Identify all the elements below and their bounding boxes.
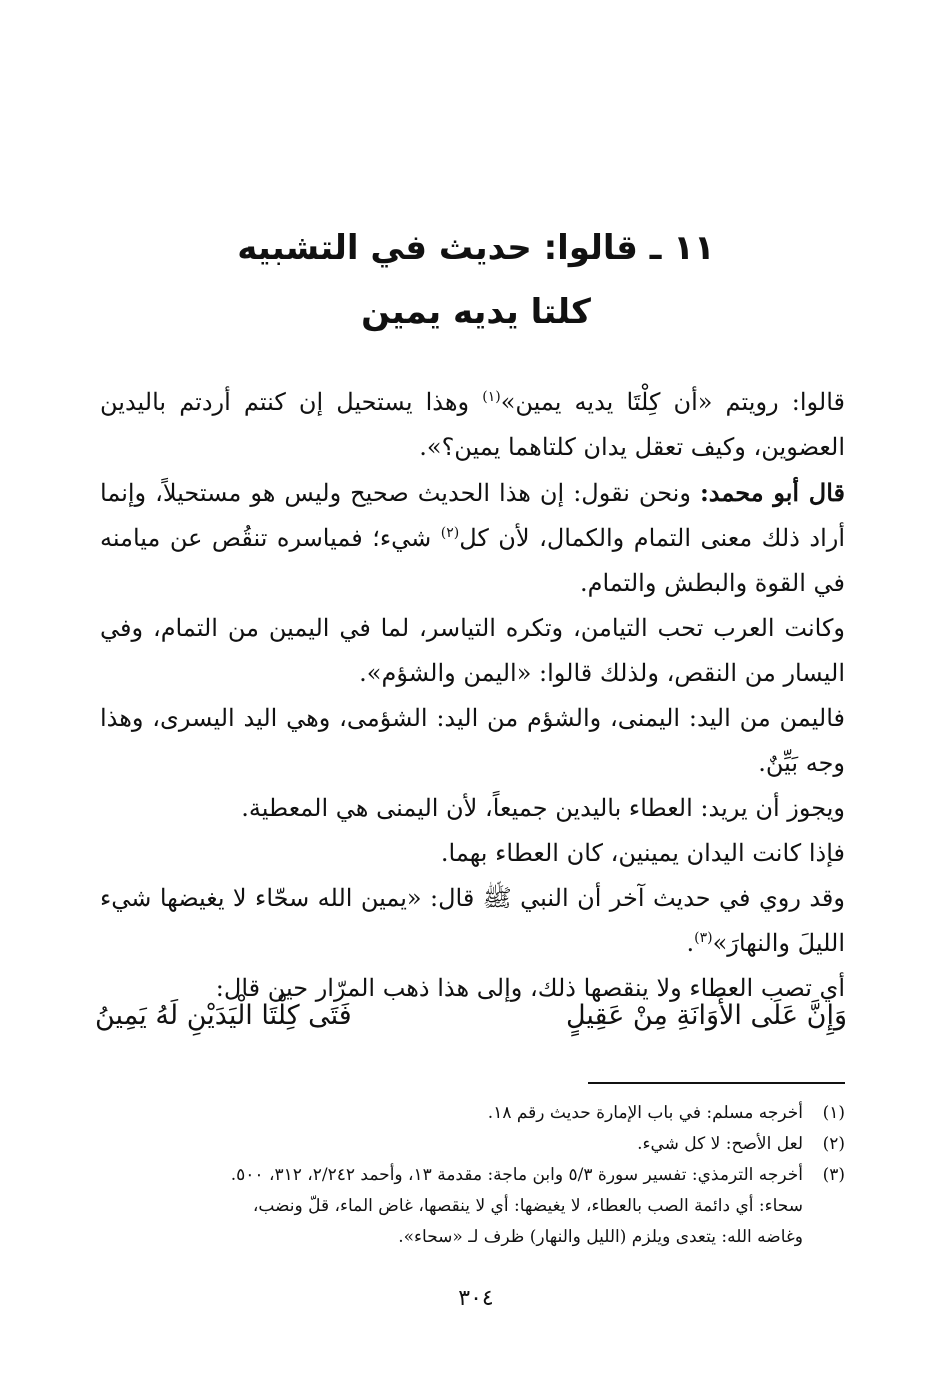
paragraph-7-text-b: . [686, 929, 695, 957]
footnote-ref-1: (١) [482, 389, 501, 405]
paragraph-8: أي تصب العطاء ولا ينقصها ذلك، وإلى هذا ذهب المرّار حين قال: [215, 974, 845, 1002]
footnote-3 [100, 1160, 845, 1191]
paragraph-2-text-b: شيء؛ فمياسره تنقُص عن ميامنه في القوة والبطش والتمام. [100, 524, 845, 597]
paragraph-6: فإذا كانت اليدان يمينين، كان العطاء بهما. [440, 839, 845, 867]
footnote-3-continuation-2: وغاضه الله: يتعدى ويلزم (الليل والنهار) ظرف لـ «سحاء». [398, 1227, 803, 1247]
footnote-text: أخرجه مسلم: في باب الإمارة حديث رقم ١٨. [487, 1103, 803, 1123]
speaker-label: قال أبو محمد: [699, 478, 845, 507]
paragraph-7-text-a: وقد روي في حديث آخر أن النبي ﷺ قال: «يمين الله سحّاء لا يغيضها شيء الليلَ والنهارَ» [100, 884, 845, 957]
paragraph-1 [100, 380, 845, 470]
footnote-separator [588, 1082, 845, 1084]
footnote-text: لعل الأصح: لا كل شيء. [637, 1134, 803, 1154]
paragraph-4: فاليمن من اليد: اليمنى، والشؤم من اليد: الشؤمى، وهي اليد اليسرى، وهذا وجه بَيِّنٌ. [100, 704, 845, 777]
footnote-1 [100, 1098, 845, 1129]
footnotes [100, 1098, 845, 1253]
paragraph-7 [100, 876, 845, 966]
poetry-verse [95, 1000, 847, 1050]
footnote-ref-3: (٣) [694, 930, 713, 946]
chapter-title: ١١ ـ قالوا: حديث في التشبيه [237, 228, 715, 268]
main-text [100, 380, 845, 1011]
footnote-ref-2: (٢) [440, 525, 460, 541]
paragraph-2 [100, 470, 845, 606]
footnote-text: أخرجه الترمذي: تفسير سورة ٥/٣ وابن ماجة: مقدمة ١٣، وأحمد ٢/٢٤٢، ٣١٢، ٥٠٠. [230, 1165, 803, 1185]
verse-second-hemistich: فَتَى كِلْتَا الْيَدَيْنِ لَهُ يَمِينُ [95, 1000, 352, 1031]
page-number: ٣٠٤ [458, 1286, 494, 1311]
paragraph-1-text-a: قالوا: رويتم «أن كِلْتَا يديه يمين» [500, 388, 845, 416]
footnote-number: (٣) [822, 1165, 845, 1185]
footnote-3-continuation-1: سحاء: أي دائمة الصب بالعطاء، لا يغيضها: أي لا ينقصها، غاض الماء، قلّ ونضب، [252, 1196, 803, 1216]
paragraph-3: وكانت العرب تحب التيامن، وتكره التياسر، لما في اليمين من التمام، وفي اليسار من النقص، ولذلك قالوا: «اليمن والشؤم». [100, 614, 845, 687]
paragraph-5: ويجوز أن يريد: العطاء باليدين جميعاً، لأن اليمنى هي المعطية. [241, 794, 845, 822]
paragraph-1-text-b: وهذا يستحيل إن كنتم أردتم باليدين العضوين، وكيف تعقل يدان كلتاهما يمين؟». [100, 388, 845, 461]
footnote-number: (١) [822, 1103, 845, 1123]
paragraph-2-text-a: ونحن نقول: إن هذا الحديث صحيح وليس هو مستحيلاً، وإنما أراد ذلك معنى التمام والكمال، لأن كل [100, 479, 845, 552]
chapter-subtitle: كلتا يديه يمين [361, 292, 591, 332]
verse-first-hemistich: وَإِنَّ عَلَى الأَوَانَةِ مِنْ عَقِيلٍ [565, 1000, 847, 1031]
footnote-number: (٢) [822, 1134, 845, 1154]
footnote-2 [100, 1129, 845, 1160]
